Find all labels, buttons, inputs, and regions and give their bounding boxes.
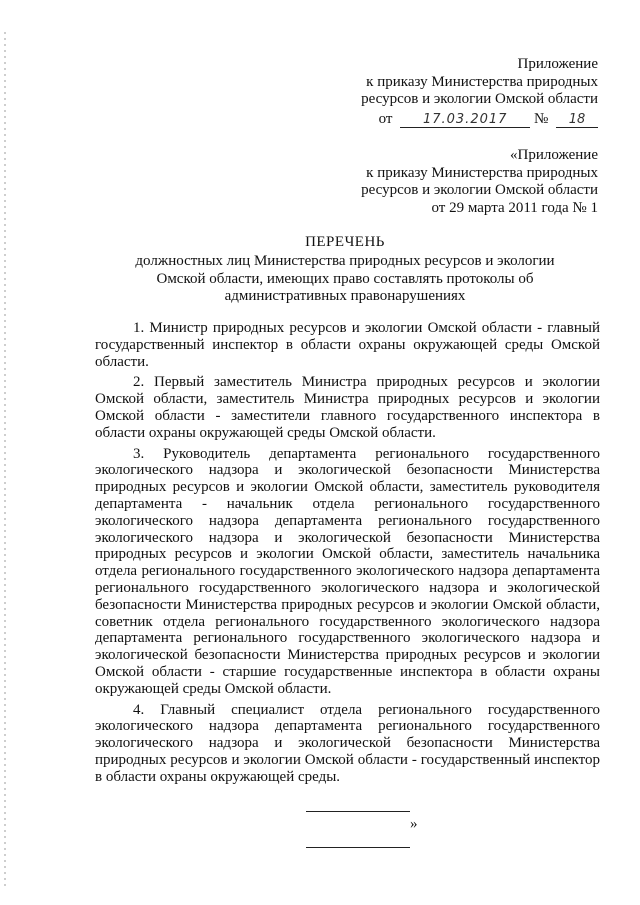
document-body bbox=[95, 320, 600, 790]
original-appendix-header bbox=[361, 147, 598, 217]
title-line: Омской области, имеющих право составлять протоколы об bbox=[156, 270, 534, 287]
closing-rule-top bbox=[306, 811, 410, 812]
appendix-line: к приказу Министерства природных bbox=[366, 73, 598, 90]
handwritten-date: 17.03.2017 bbox=[400, 112, 530, 128]
number-label: № bbox=[533, 110, 549, 127]
list-paragraph: 4. Главный специалист отдела регионального государственного экологического надзора департамента регионального государственного экологического надзора и экологической безопасности Министерства природных ресурсов и экологии Омской области - государственный инспектор в области охраны окружающей среды. bbox=[95, 701, 600, 785]
list-paragraph: 3. Руководитель департамента регионального государственного экологического надзора и экологической безопасности Министерства природных ресурсов и экологии Омской области, заместитель руководителя департамента - начальник отдела регионального государственного экологического надзора департамента регионального государственного экологического надзора и экологической безопасности Министерства природных ресурсов и экологии Омской области, заместитель начальника отдела регионального государственного экологического надзора департамента регионального государственного экологического надзора и экологической безопасности Министерства природных ресурсов и экологии Омской области, советник отдела регионального государственного экологического надзора департамента регионального государственного экологического надзора и экологической безопасности Министерства природных ресурсов и экологии Омской области - старшие государственные инспектора в области охраны окружающей среды Омской области. bbox=[95, 445, 600, 697]
appendix-header bbox=[361, 56, 598, 128]
order-date-number-line bbox=[361, 111, 598, 129]
handwritten-number: 18 bbox=[556, 112, 598, 128]
closing-quote: » bbox=[410, 816, 418, 832]
from-label: от bbox=[378, 110, 393, 127]
original-appendix-line: «Приложение bbox=[509, 147, 598, 163]
list-paragraph: 2. Первый заместитель Министра природных ресурсов и экологии Омской области, заместитель Министра природных ресурсов и экологии Омской области - заместители главного государственного инспектора в области охраны окружающей среды Омской области. bbox=[95, 374, 600, 441]
scan-edge-dots bbox=[4, 30, 6, 890]
appendix-line: Приложение bbox=[517, 56, 598, 72]
original-appendix-line: от 29 марта 2011 года № 1 bbox=[431, 199, 598, 216]
appendix-line: ресурсов и экологии Омской области bbox=[361, 91, 598, 108]
list-paragraph: 1. Министр природных ресурсов и экологии Омской области - главный государственный инспектор в области охраны окружающей среды Омской области. bbox=[95, 320, 600, 370]
title-heading: ПЕРЕЧЕНЬ bbox=[305, 234, 385, 250]
closing-rule-bottom bbox=[306, 847, 410, 848]
original-appendix-line: ресурсов и экологии Омской области bbox=[361, 182, 598, 199]
title-line: административных правонарушениях bbox=[224, 288, 466, 305]
title-line: должностных лиц Министерства природных ресурсов и экологии bbox=[135, 253, 555, 270]
document-title bbox=[90, 234, 600, 306]
original-appendix-line: к приказу Министерства природных bbox=[366, 164, 598, 181]
